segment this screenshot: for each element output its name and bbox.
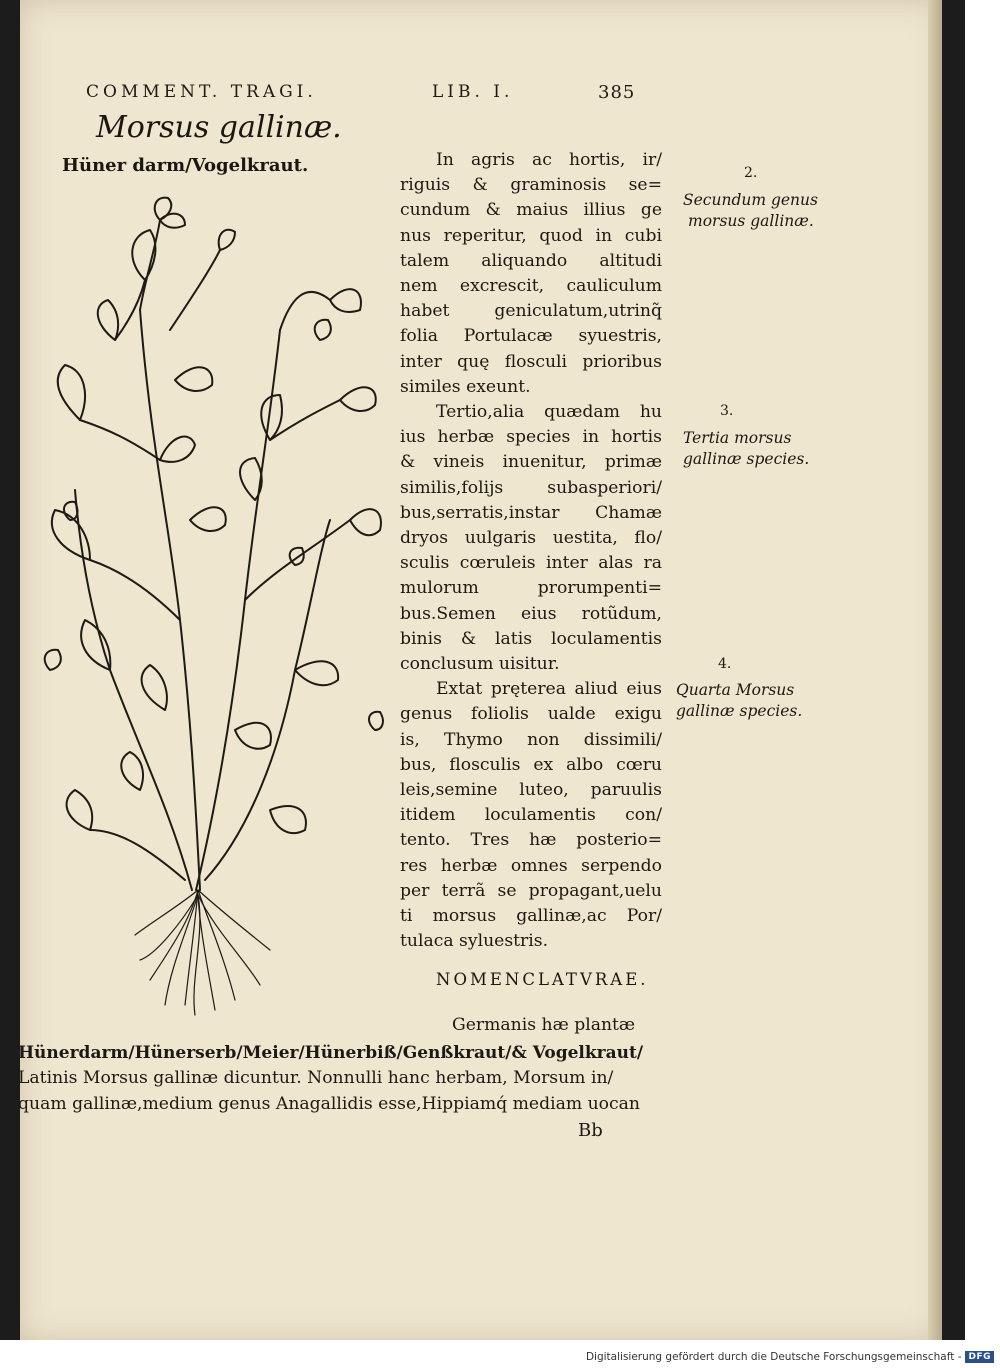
- text-line: genus foliolis ualde exigu: [400, 704, 662, 725]
- footer-credit: [586, 1351, 994, 1363]
- text-line: tulaca syluestris.: [400, 931, 549, 952]
- margin-note-line: Tertia morsus: [683, 429, 792, 447]
- text-line: Extat pręterea aliud eius: [436, 679, 662, 700]
- text-line: tento. Tres hæ posterio=: [400, 830, 662, 851]
- text-line: sculis cœruleis inter alas ra: [400, 553, 662, 574]
- plant-woodcut-icon: [20, 190, 400, 1020]
- text-line: per terrã se propagant,uelu: [400, 880, 662, 901]
- body-text-column: [400, 148, 662, 955]
- margin-number-4: 4.: [718, 656, 732, 672]
- nomenclature-german-names: Hünerdarm/Hünerserb/Meier/Hünerbiß/Genßkraut/& Vogelkraut/: [18, 1043, 644, 1063]
- text-line: itidem loculamentis con/: [400, 805, 662, 826]
- text-line: similes exeunt.: [400, 376, 531, 397]
- paragraph-tertio: [400, 400, 662, 677]
- margin-note-line: gallinæ species.: [683, 450, 810, 468]
- text-line: & vineis inuenitur, primæ: [400, 452, 662, 473]
- footer-text: Digitalisierung gefördert durch die Deutsche Forschungsgemeinschaft -: [585, 1351, 962, 1363]
- dfg-logo: DFG: [965, 1351, 994, 1363]
- running-head-left: COMMENT. TRAGI.: [86, 82, 317, 102]
- text-line: folia Portulacæ syuestris,: [400, 326, 662, 347]
- margin-note-2: [683, 190, 818, 232]
- text-line: bus.Semen eius rotũdum,: [400, 603, 662, 624]
- margin-note-line: Quarta Morsus: [676, 681, 795, 699]
- nomenclature-line: Latinis Morsus gallinæ dicuntur. Nonnulli hanc herbam, Morsum in/: [18, 1068, 614, 1088]
- text-line: binis & latis loculamentis: [400, 628, 662, 649]
- title-german: Hüner darm/Vogelkraut.: [62, 155, 309, 176]
- text-line: is, Thymo non dissimili/: [400, 729, 662, 750]
- text-line: conclusum uisitur.: [400, 654, 560, 675]
- text-line: leis,semine luteo, paruulis: [400, 780, 662, 801]
- text-line: habet geniculatum,utrinq̃: [400, 301, 662, 322]
- text-line: ti morsus gallinæ,ac Por/: [400, 906, 662, 927]
- text-line: dryos uulgaris uestita, flo/: [400, 528, 662, 549]
- text-line: ius herbæ species in hortis: [400, 427, 662, 448]
- page-edge: [928, 0, 942, 1340]
- margin-note-line: Secundum genus: [683, 191, 818, 209]
- text-line: talem aliquando altitudi: [400, 250, 662, 271]
- text-line: nem excrescit, cauliculum: [400, 276, 662, 297]
- margin-note-line: morsus gallinæ.: [688, 212, 814, 230]
- section-heading-nomenclaturae: NOMENCLATVRAE.: [436, 970, 649, 989]
- text-line: similis,folijs subasperiori/: [400, 477, 662, 498]
- running-head-center: LIB. I.: [432, 82, 514, 102]
- text-line: inter quę flosculi prioribus: [400, 351, 662, 372]
- margin-note-4: [676, 680, 802, 722]
- margin-note-line: gallinæ species.: [676, 702, 803, 720]
- margin-number-3: 3.: [720, 403, 734, 419]
- margin-note-3: [683, 428, 809, 470]
- nomenclature-line: Germanis hæ plantæ: [452, 1015, 636, 1035]
- text-line: bus, flosculis ex albo cœru: [400, 754, 662, 775]
- text-line: res herbæ omnes serpendo: [400, 855, 662, 876]
- paragraph-secundum: [400, 148, 662, 400]
- paragraph-extat: [400, 677, 662, 954]
- text-line: mulorum prorumpenti=: [400, 578, 662, 599]
- text-line: bus,serratis,instar Chamæ: [400, 502, 662, 523]
- title-latin: Morsus gallinæ.: [96, 110, 342, 145]
- text-line: In agris ac hortis, ir/: [436, 150, 662, 170]
- text-line: riguis & graminosis se=: [400, 175, 662, 196]
- text-line: nus reperitur, quod in cubi: [400, 225, 662, 246]
- margin-number-2: 2.: [744, 165, 758, 181]
- page-number: 385: [598, 82, 636, 103]
- signature-mark: Bb: [578, 1120, 603, 1141]
- nomenclature-line: quam gallinæ,medium genus Anagallidis esse,Hippiamq́ mediam uocan: [18, 1094, 640, 1114]
- text-line: Tertio,alia quædam hu: [436, 402, 662, 423]
- text-line: cundum & maius illius ge: [400, 200, 662, 221]
